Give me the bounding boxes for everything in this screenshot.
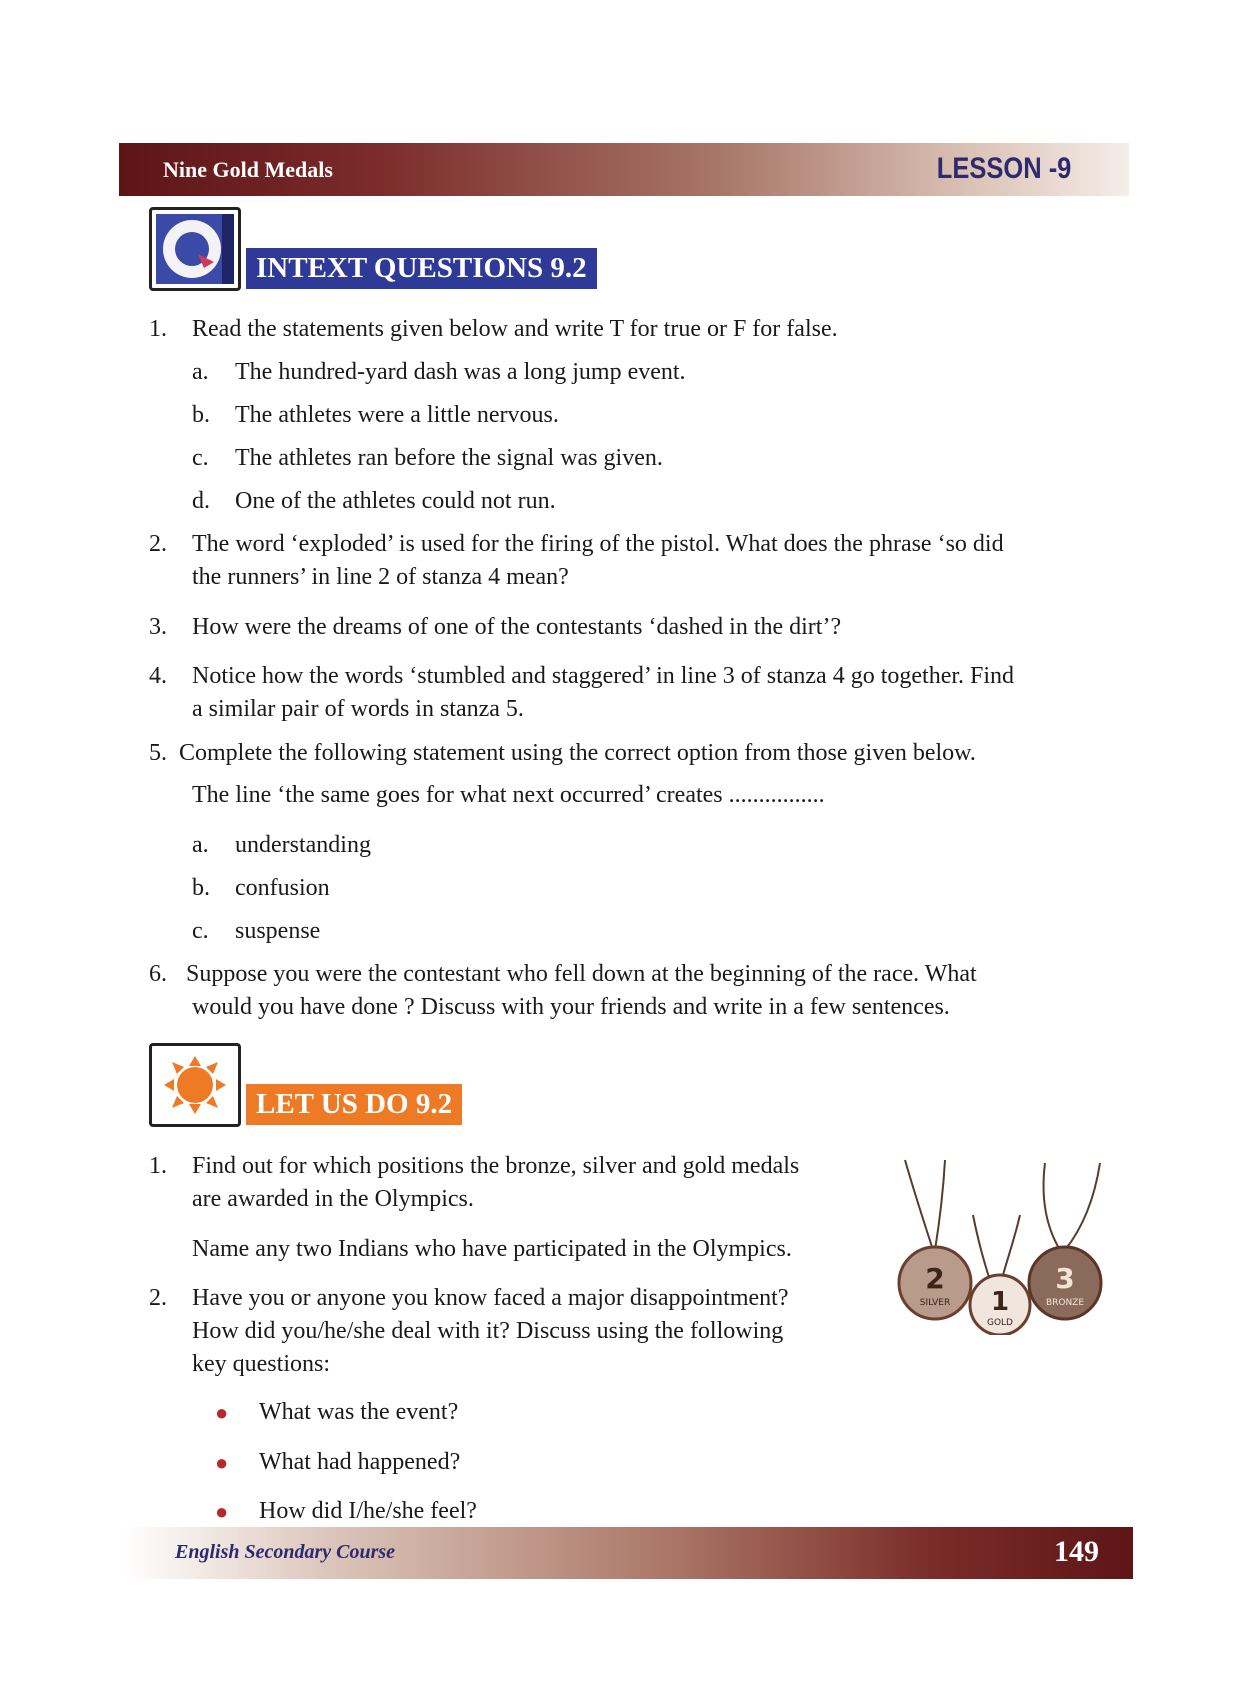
olympic-medals-illustration — [895, 1155, 1105, 1335]
option-letter: a. — [192, 359, 209, 385]
bullet-dot-icon: ● — [215, 1450, 229, 1475]
gold-medal-label: GOLD — [986, 1318, 1014, 1328]
option-text: The athletes were a little nervous. — [235, 402, 559, 428]
activity-text-line-1: Have you or anyone you know faced a major disappointment? — [192, 1285, 789, 1311]
sun-activity-icon — [149, 1043, 241, 1127]
bullet-text: What had happened? — [259, 1449, 461, 1475]
bullet-text: What was the event? — [259, 1399, 459, 1425]
page-number: 149 — [1054, 1535, 1099, 1568]
option-letter: a. — [192, 832, 209, 858]
option-text: The athletes ran before the signal was given. — [235, 445, 663, 471]
question-number: 5. — [149, 740, 167, 766]
option-letter: b. — [192, 402, 210, 428]
gold-medal-number: 1 — [990, 1287, 1010, 1317]
option-text: understanding — [235, 832, 371, 858]
question-text: How were the dreams of one of the contestants ‘dashed in the dirt’? — [192, 614, 842, 640]
question-number: 2. — [149, 531, 167, 557]
question-text-line-2: a similar pair of words in stanza 5. — [192, 696, 524, 722]
option-text: suspense — [235, 918, 321, 944]
option-text: One of the athletes could not run. — [235, 488, 556, 514]
question-text: Complete the following statement using the correct option from those given below. — [179, 740, 976, 766]
question-text-line-2: would you have done ? Discuss with your friends and write in a few sentences. — [192, 994, 950, 1020]
question-number: 1. — [149, 316, 167, 342]
bullet-text: How did I/he/she feel? — [259, 1498, 477, 1524]
chapter-header — [119, 143, 1129, 196]
activity-text-line-2: How did you/he/she deal with it? Discuss using the following — [192, 1318, 784, 1344]
question-text-line-1: The word ‘exploded’ is used for the firing of the pistol. What does the phrase ‘so did — [192, 531, 1004, 557]
question-text: Read the statements given below and write T for true or F for false. — [192, 316, 838, 342]
page-footer — [125, 1527, 1133, 1579]
option-letter: c. — [192, 918, 209, 944]
question-number: 3. — [149, 614, 167, 640]
activity-number: 2. — [149, 1285, 167, 1311]
lesson-number: LESSON -9 — [936, 152, 1071, 185]
letusdo-heading: LET US DO 9.2 — [246, 1084, 462, 1125]
question-5-statement: The line ‘the same goes for what next occurred’ creates ................ — [192, 782, 825, 808]
question-number: 4. — [149, 663, 167, 689]
bronze-medal-label: BRONZE — [1045, 1298, 1085, 1308]
activity-number: 1. — [149, 1153, 167, 1179]
silver-medal-number: 2 — [925, 1262, 945, 1295]
silver-medal-label: SILVER — [919, 1298, 951, 1308]
q-question-icon — [149, 207, 241, 291]
bullet-dot-icon: ● — [215, 1499, 229, 1524]
option-letter: b. — [192, 875, 210, 901]
option-letter: c. — [192, 445, 209, 471]
activity-text-line-3: Name any two Indians who have participated in the Olympics. — [192, 1236, 792, 1262]
bullet-dot-icon: ● — [215, 1400, 229, 1425]
activity-text-line-2: are awarded in the Olympics. — [192, 1186, 474, 1212]
bronze-medal-number: 3 — [1055, 1262, 1075, 1295]
question-text-line-1: Notice how the words ‘stumbled and staggered’ in line 3 of stanza 4 go together. Find — [192, 663, 1015, 689]
activity-text-line-1: Find out for which positions the bronze, silver and gold medals — [192, 1153, 800, 1179]
chapter-title: Nine Gold Medals — [163, 157, 333, 182]
question-text-line-1: Suppose you were the contestant who fell down at the beginning of the race. What — [186, 961, 977, 987]
intext-heading: INTEXT QUESTIONS 9.2 — [246, 248, 597, 289]
question-number: 6. — [149, 961, 167, 987]
option-text: The hundred-yard dash was a long jump event. — [235, 359, 686, 385]
question-text-line-2: the runners’ in line 2 of stanza 4 mean? — [192, 564, 569, 590]
course-name: English Secondary Course — [175, 1541, 396, 1563]
option-letter: d. — [192, 488, 210, 514]
activity-text-line-3: key questions: — [192, 1351, 330, 1377]
option-text: confusion — [235, 875, 330, 901]
